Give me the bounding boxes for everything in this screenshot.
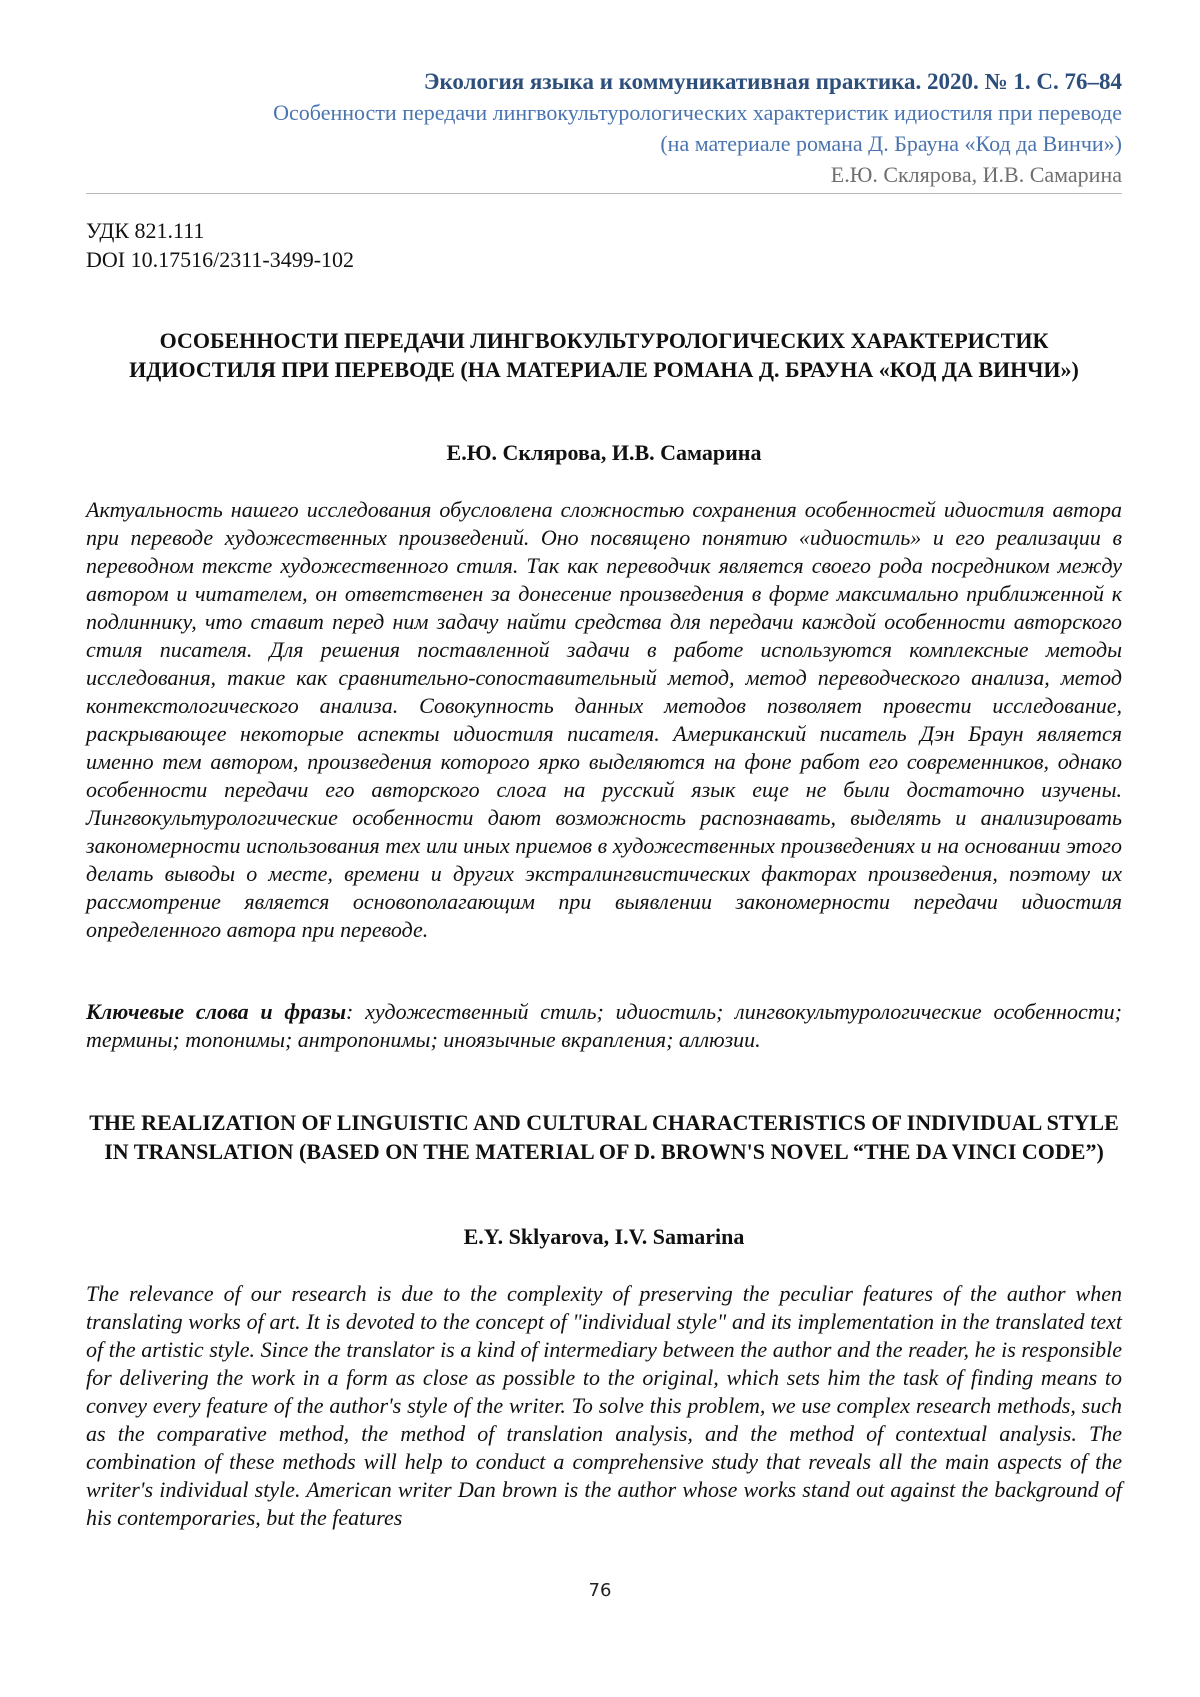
keywords-ru — [86, 998, 1122, 1054]
abstract-ru: Актуальность нашего исследования обусловлена сложностью сохранения особенностей идиостиля автора при переводе художественных произведений. Оно посвящено понятию «идиостиль» и его реализации в переводном тексте художественного стиля. Так как переводчик является своего рода посредником между автором и читателем, он ответственен за донесение произведения в форме максимально приближенной к подлиннику, что ставит перед ним задачу найти средства для передачи каждой особенности авторского стиля писателя. Для решения поставленной задачи в работе используются комплексные методы исследования, такие как сравнительно-сопоставительный метод, метод переводческого анализа, метод контекстологического анализа. Совокупность данных методов позволяет провести исследование, раскрывающее некоторые аспекты идиостиля писателя. Американский писатель Дэн Браун является именно тем автором, произведения которого ярко выделяются на фоне работ его современников, однако особенности передачи его авторского слога на русский язык еще не были достаточно изучены. Лингвокультурологические особенности дают возможность распознавать, выделять и анализировать закономерности использования тех или иных приемов в художественных произведениях и на основании этого делать выводы о месте, времени и других экстралингвистических факторах произведения, поэтому их рассмотрение является основополагающим при выявлении закономерности передачи идиостиля определенного автора при переводе. — [86, 497, 1122, 942]
journal-citation: Экология языка и коммуникативная практика. 2020. № 1. С. 76–84 — [423, 69, 1122, 94]
keywords-label: Ключевые слова и фразы — [86, 999, 346, 1024]
article-title-ru: ОСОБЕННОСТИ ПЕРЕДАЧИ ЛИНГВОКУЛЬТУРОЛОГИЧЕСКИХ ХАРАКТЕРИСТИК ИДИОСТИЛЯ ПРИ ПЕРЕВОДЕ (НА МАТЕРИАЛЕ РОМАНА Д. БРАУНА «КОД ДА ВИНЧИ») — [129, 328, 1079, 382]
running-authors: Е.Ю. Склярова, И.В. Самарина — [830, 162, 1122, 187]
udc-code: УДК 821.111 — [86, 218, 205, 243]
running-title-line-2: (на материале романа Д. Брауна «Код да Винчи») — [660, 131, 1122, 156]
page-number: 76 — [588, 1580, 612, 1601]
keywords-list: : художественный стиль; идиостиль; лингвокультурологические особенности; термины; топонимы; антропонимы; иноязычные вкрапления; аллюзии. — [86, 999, 1123, 1052]
running-title-line-1: Особенности передачи лингвокультурологических характеристик идиостиля при переводе — [273, 100, 1122, 125]
article-title-en: THE REALIZATION OF LINGUISTIC AND CULTURAL CHARACTERISTICS OF INDIVIDUAL STYLE IN TRANSLATION (BASED ON THE MATERIAL OF D. BROWN'S NOVEL “THE DA VINCI CODE”) — [89, 1110, 1119, 1164]
abstract-en: The relevance of our research is due to the complexity of preserving the peculiar features of the author when translating works of art. It is devoted to the concept of "individual style" and its implementation in the translated text of the artistic style. Since the translator is a kind of intermediary between the author and the reader, he is responsible for delivering the work in a form as close as possible to the original, which sets him the task of finding means to convey every feature of the author's style of the writer. To solve this problem, we use complex research methods, such as the comparative method, the method of translation analysis, and the method of contextual analysis. The combination of these methods will help to conduct a comprehensive study that reveals all the main aspects of the writer's individual style. American writer Dan brown is the author whose works stand out against the background of his contemporaries, but the features — [86, 1281, 1122, 1530]
running-header — [86, 66, 1122, 194]
identifiers — [86, 216, 354, 274]
doi: DOI 10.17516/2311-3499-102 — [86, 247, 355, 272]
authors-en: E.Y. Sklyarova, I.V. Samarina — [463, 1224, 745, 1249]
authors-ru: Е.Ю. Склярова, И.В. Самарина — [446, 440, 762, 465]
